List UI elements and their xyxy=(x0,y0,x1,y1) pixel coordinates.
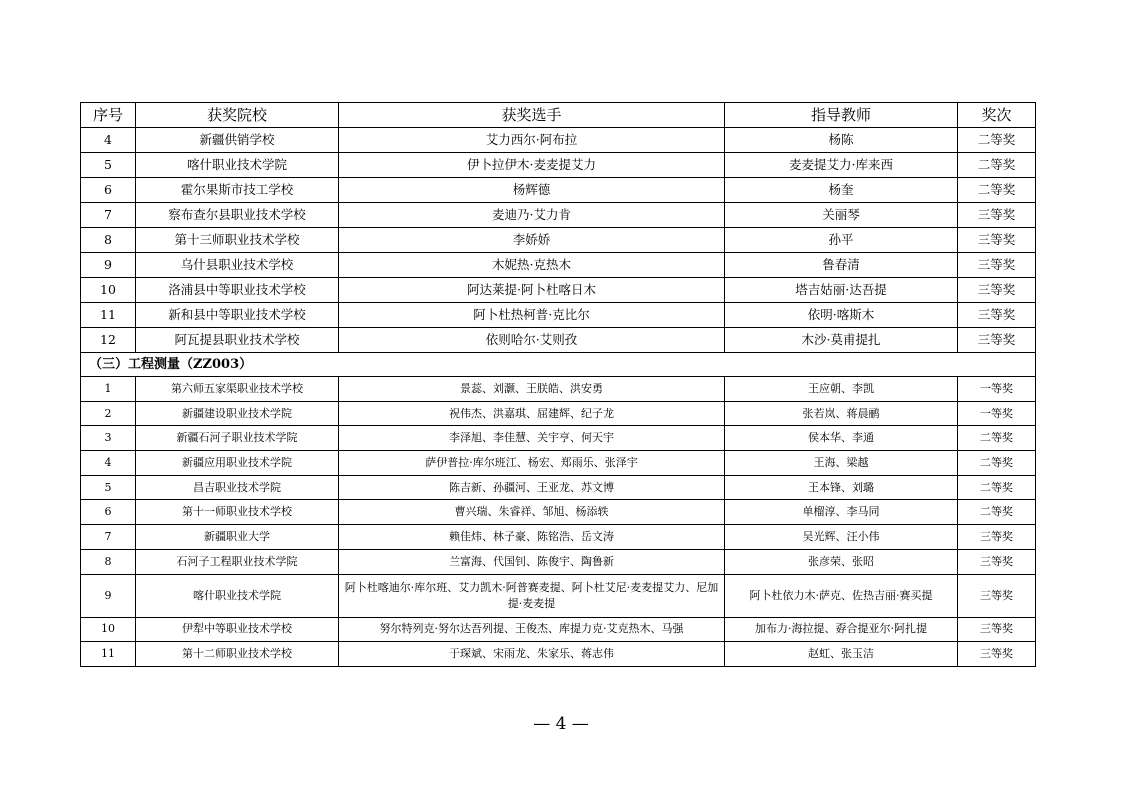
cell-school: 新疆应用职业技术学院 xyxy=(136,451,339,476)
cell-contestants: 依则哈尔·艾则孜 xyxy=(339,328,725,353)
cell-index: 5 xyxy=(81,475,136,500)
table-row xyxy=(81,253,1036,278)
cell-award: 一等奖 xyxy=(958,401,1036,426)
cell-contestants: 艾力西尔·阿布拉 xyxy=(339,128,725,153)
cell-school: 第十一师职业技术学校 xyxy=(136,500,339,525)
cell-contestants: 李娇娇 xyxy=(339,228,725,253)
cell-instructors: 杨奎 xyxy=(725,178,958,203)
table-header-row xyxy=(81,103,1036,128)
cell-index: 3 xyxy=(81,426,136,451)
cell-instructors: 杨陈 xyxy=(725,128,958,153)
cell-instructors: 鲁春清 xyxy=(725,253,958,278)
cell-instructors: 关丽琴 xyxy=(725,203,958,228)
cell-award: 三等奖 xyxy=(958,203,1036,228)
cell-instructors: 侯本华、李通 xyxy=(725,426,958,451)
cell-school: 新疆建设职业技术学院 xyxy=(136,401,339,426)
cell-index: 10 xyxy=(81,617,136,642)
cell-contestants: 阿卜杜热柯普·克比尔 xyxy=(339,303,725,328)
table-row xyxy=(81,303,1036,328)
cell-contestants: 木妮热·克热木 xyxy=(339,253,725,278)
cell-award: 三等奖 xyxy=(958,328,1036,353)
cell-contestants: 赖佳炜、林子豪、陈铭浩、岳文涛 xyxy=(339,525,725,550)
cell-award: 二等奖 xyxy=(958,426,1036,451)
cell-award: 三等奖 xyxy=(958,549,1036,574)
cell-award: 一等奖 xyxy=(958,377,1036,402)
cell-index: 4 xyxy=(81,128,136,153)
cell-index: 7 xyxy=(81,203,136,228)
cell-contestants: 阿达莱提·阿卜杜喀日木 xyxy=(339,278,725,303)
cell-contestants: 伊卜拉伊木·麦麦提艾力 xyxy=(339,153,725,178)
table-row xyxy=(81,153,1036,178)
cell-contestants: 阿卜杜喀迪尔·库尔班、艾力凯木·阿普赛麦提、阿卜杜艾尼·麦麦提艾力、尼加提·麦麦提 xyxy=(339,574,725,617)
cell-award: 三等奖 xyxy=(958,228,1036,253)
cell-instructors: 加布力·海拉提、孬合提亚尔·阿扎提 xyxy=(725,617,958,642)
cell-index: 10 xyxy=(81,278,136,303)
cell-index: 7 xyxy=(81,525,136,550)
cell-contestants: 兰富海、代国钊、陈俊宇、陶鲁新 xyxy=(339,549,725,574)
cell-index: 12 xyxy=(81,328,136,353)
cell-instructors: 王本锋、刘璐 xyxy=(725,475,958,500)
cell-instructors: 单榴淳、李马同 xyxy=(725,500,958,525)
cell-school: 第十三师职业技术学校 xyxy=(136,228,339,253)
cell-contestants: 李泽旭、李佳慧、关宇亨、何天宇 xyxy=(339,426,725,451)
table-row xyxy=(81,549,1036,574)
cell-instructors: 阿卜杜依力木·萨克、佐热吉丽·赛买提 xyxy=(725,574,958,617)
cell-contestants: 麦迪乃·艾力肯 xyxy=(339,203,725,228)
cell-award: 三等奖 xyxy=(958,303,1036,328)
cell-contestants: 曹兴瑞、朱睿祥、邹旭、杨添轶 xyxy=(339,500,725,525)
cell-award: 二等奖 xyxy=(958,500,1036,525)
cell-school: 第六师五家渠职业技术学校 xyxy=(136,377,339,402)
cell-instructors: 赵虹、张玉洁 xyxy=(725,642,958,667)
cell-school: 喀什职业技术学院 xyxy=(136,153,339,178)
table-row xyxy=(81,377,1036,402)
cell-school: 阿瓦提县职业技术学校 xyxy=(136,328,339,353)
cell-index: 6 xyxy=(81,178,136,203)
cell-school: 霍尔果斯市技工学校 xyxy=(136,178,339,203)
cell-instructors: 张若岚、蒋晨鹂 xyxy=(725,401,958,426)
cell-school: 昌吉职业技术学院 xyxy=(136,475,339,500)
table-row xyxy=(81,228,1036,253)
cell-instructors: 张彦荣、张昭 xyxy=(725,549,958,574)
cell-school: 新疆石河子职业技术学院 xyxy=(136,426,339,451)
cell-index: 8 xyxy=(81,549,136,574)
table-row xyxy=(81,617,1036,642)
cell-index: 4 xyxy=(81,451,136,476)
table-row xyxy=(81,128,1036,153)
table-row xyxy=(81,642,1036,667)
cell-school: 洛浦县中等职业技术学校 xyxy=(136,278,339,303)
cell-award: 二等奖 xyxy=(958,128,1036,153)
cell-instructors: 依明·喀斯木 xyxy=(725,303,958,328)
table-row xyxy=(81,475,1036,500)
cell-award: 三等奖 xyxy=(958,617,1036,642)
cell-school: 察布查尔县职业技术学校 xyxy=(136,203,339,228)
table-body xyxy=(81,128,1036,667)
awards-table xyxy=(80,102,1036,667)
header-instructors: 指导教师 xyxy=(725,103,958,128)
cell-instructors: 王应朝、李凯 xyxy=(725,377,958,402)
header-award: 奖次 xyxy=(958,103,1036,128)
cell-index: 9 xyxy=(81,253,136,278)
table-row xyxy=(81,500,1036,525)
section-row xyxy=(81,353,1036,377)
cell-instructors: 塔吉姑丽·达吾提 xyxy=(725,278,958,303)
header-index: 序号 xyxy=(81,103,136,128)
cell-instructors: 孙平 xyxy=(725,228,958,253)
header-contestants: 获奖选手 xyxy=(339,103,725,128)
section-title: （三）工程测量（ZZ003） xyxy=(81,353,1036,377)
cell-instructors: 吴光辉、汪小伟 xyxy=(725,525,958,550)
cell-contestants: 于琛斌、宋雨龙、朱家乐、蒋志伟 xyxy=(339,642,725,667)
cell-school: 新和县中等职业技术学校 xyxy=(136,303,339,328)
cell-contestants: 萨伊普拉·库尔班江、杨宏、郑雨乐、张泽宇 xyxy=(339,451,725,476)
cell-school: 乌什县职业技术学校 xyxy=(136,253,339,278)
table-row xyxy=(81,203,1036,228)
cell-index: 11 xyxy=(81,303,136,328)
cell-contestants: 陈吉新、孙疆河、王亚龙、苏文博 xyxy=(339,475,725,500)
cell-index: 6 xyxy=(81,500,136,525)
cell-school: 石河子工程职业技术学院 xyxy=(136,549,339,574)
cell-instructors: 木沙·莫甫提扎 xyxy=(725,328,958,353)
cell-index: 9 xyxy=(81,574,136,617)
cell-school: 第十二师职业技术学校 xyxy=(136,642,339,667)
cell-contestants: 祝伟杰、洪嘉琪、屈建辉、纪子龙 xyxy=(339,401,725,426)
cell-contestants: 景蕊、刘灏、王朕皓、洪安勇 xyxy=(339,377,725,402)
cell-award: 二等奖 xyxy=(958,178,1036,203)
table-row xyxy=(81,574,1036,617)
cell-school: 喀什职业技术学院 xyxy=(136,574,339,617)
cell-award: 二等奖 xyxy=(958,475,1036,500)
page-number: — 4 — xyxy=(533,714,589,734)
cell-index: 5 xyxy=(81,153,136,178)
cell-award: 三等奖 xyxy=(958,253,1036,278)
cell-award: 二等奖 xyxy=(958,451,1036,476)
cell-index: 2 xyxy=(81,401,136,426)
cell-award: 二等奖 xyxy=(958,153,1036,178)
cell-school: 新疆职业大学 xyxy=(136,525,339,550)
cell-award: 三等奖 xyxy=(958,525,1036,550)
table-row xyxy=(81,178,1036,203)
table-row xyxy=(81,328,1036,353)
cell-school: 新疆供销学校 xyxy=(136,128,339,153)
cell-award: 三等奖 xyxy=(958,278,1036,303)
cell-instructors: 王海、梁越 xyxy=(725,451,958,476)
header-school: 获奖院校 xyxy=(136,103,339,128)
cell-index: 8 xyxy=(81,228,136,253)
table-row xyxy=(81,451,1036,476)
cell-instructors: 麦麦提艾力·库来西 xyxy=(725,153,958,178)
cell-award: 三等奖 xyxy=(958,574,1036,617)
table-row xyxy=(81,278,1036,303)
cell-index: 11 xyxy=(81,642,136,667)
cell-award: 三等奖 xyxy=(958,642,1036,667)
cell-contestants: 努尔特列克·努尔达吾列提、王俊杰、库提力克·艾克热木、马强 xyxy=(339,617,725,642)
table-row xyxy=(81,525,1036,550)
cell-contestants: 杨辉德 xyxy=(339,178,725,203)
cell-school: 伊犁中等职业技术学校 xyxy=(136,617,339,642)
cell-index: 1 xyxy=(81,377,136,402)
table-row xyxy=(81,401,1036,426)
table-row xyxy=(81,426,1036,451)
